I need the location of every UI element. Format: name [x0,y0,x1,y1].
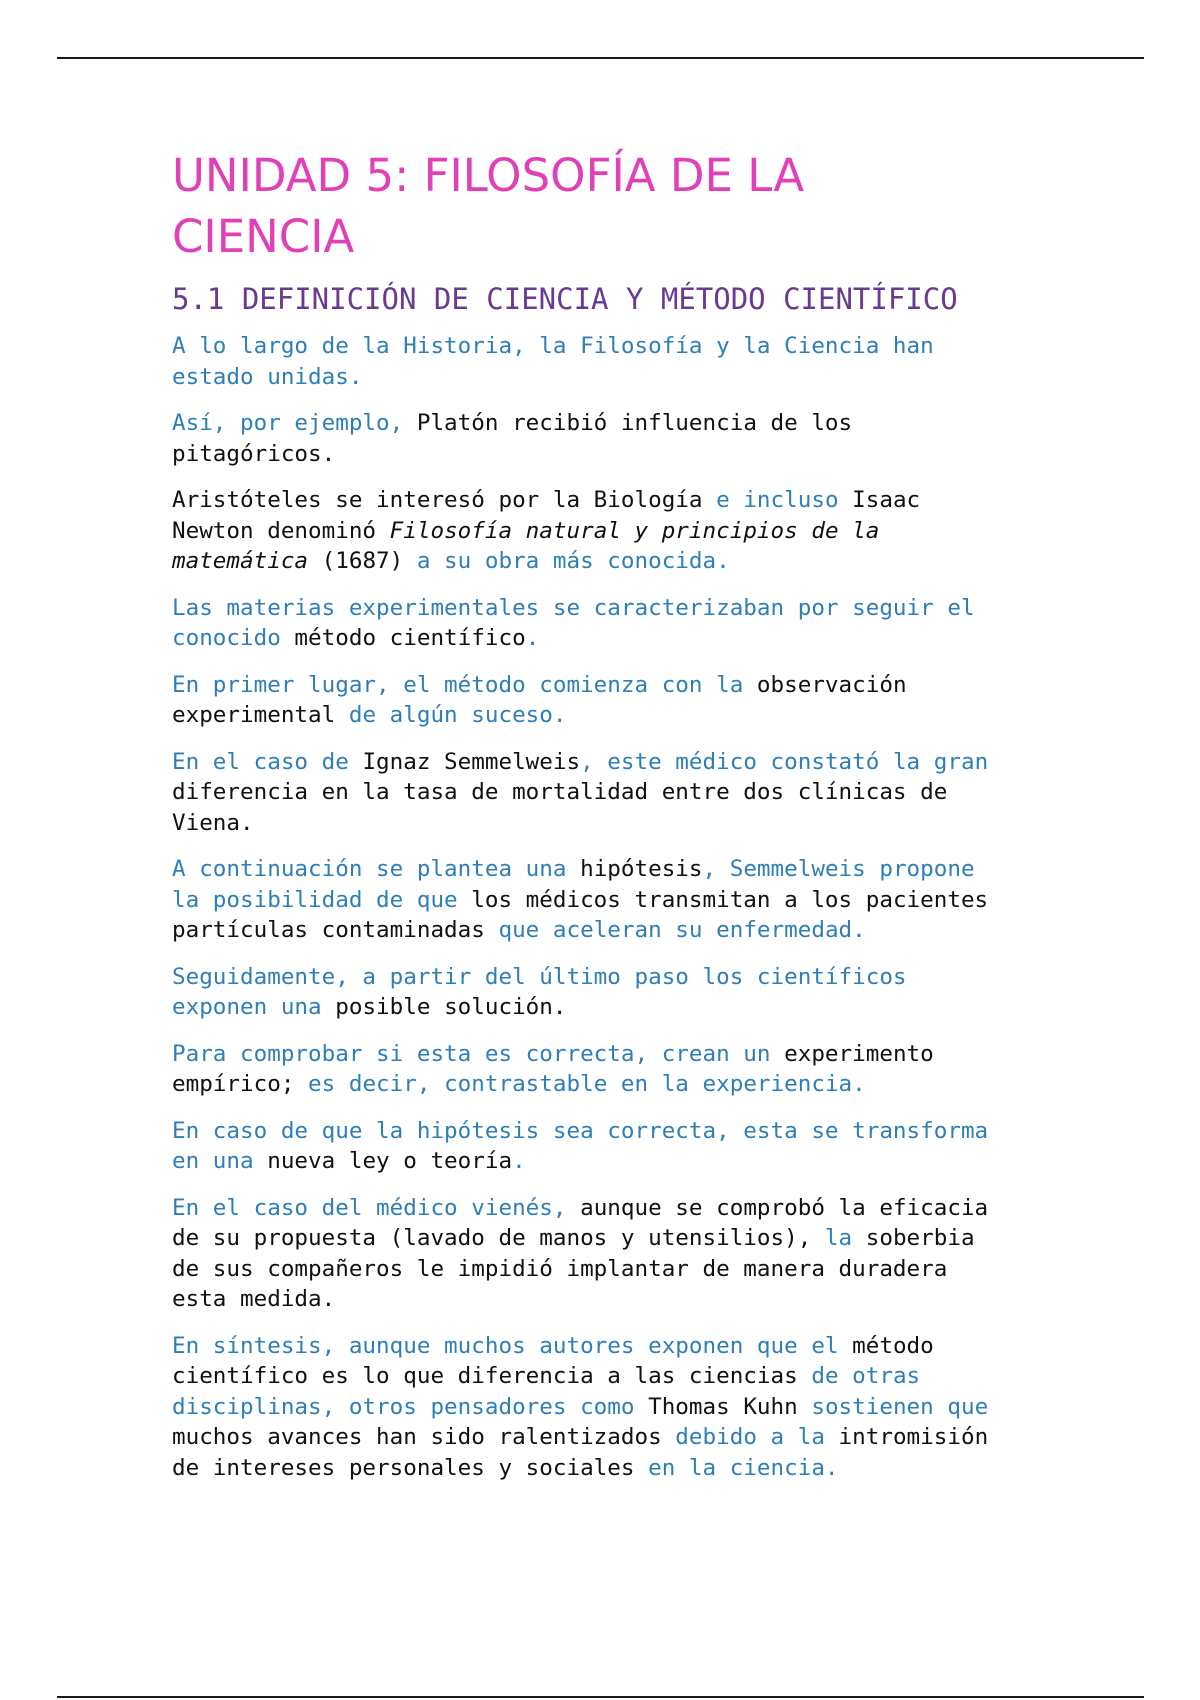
text-segment: nueva ley o teoría [253,1148,513,1174]
text-segment: experimento empírico; [172,1040,934,1097]
text-segment: Así, por ejemplo, [172,410,404,436]
text-segment: Las materias experimentales se caracterizaban por seguir el conocido [172,594,975,651]
text-segment: a su obra más conocida. [403,548,730,574]
text-segment: que aceleran su enfermedad. [484,917,866,943]
paragraph [172,408,1072,469]
text-segment: los médicos transmitan a los pacientes partículas contaminadas [172,886,989,943]
text-segment: Aristóteles se interesó por la Biología [172,487,703,513]
text-segment: diferencia en la tasa de mortalidad entre dos clínicas de Viena. [172,779,948,836]
section-heading: 5.1 DEFINICIÓN DE CIENCIA Y MÉTODO CIENTÍFICO [172,282,958,316]
paragraph [172,854,1072,946]
text-segment: soberbia de sus compañeros le impidió implantar de manera duradera esta medida. [172,1225,975,1312]
paragraph [172,1116,1072,1177]
paragraph-list [172,331,1072,1483]
text-segment: Ignaz Semmelweis [348,748,581,775]
text-segment: método científico es lo que diferencia a las ciencias [172,1332,934,1389]
text-segment: (1687) [308,548,404,574]
text-segment: Para comprobar si esta es correcta, crean un [172,1040,771,1067]
paragraph [172,331,1072,392]
text-segment: muchos avances han sido ralentizados [172,1424,662,1450]
document-body [172,145,1072,1499]
top-rule [57,57,1144,59]
paragraph [172,1193,1072,1315]
text-segment: debido a la [661,1424,825,1450]
paragraph [172,593,1072,654]
italic-text-segment: Filosofía natural y principios de la matemática [172,517,880,574]
text-segment: , este médico constató la gran [580,748,989,775]
text-segment: . [512,1148,526,1174]
text-segment: Platón recibió influencia de los pitagóricos. [172,410,853,467]
text-segment: de algún suceso. [335,702,567,728]
text-segment: e incluso [702,487,839,513]
text-segment: En el caso de [172,748,349,775]
text-segment: En el caso del médico vienés, [172,1194,567,1221]
text-segment: . [525,625,540,651]
paragraph [172,670,1072,731]
text-segment: de otras disciplinas, otros pensadores como [172,1363,921,1420]
text-segment: Thomas Kuhn [634,1393,798,1420]
text-segment: intromisión de intereses personales y sociales [172,1424,989,1481]
text-segment: A lo largo de la Historia, la Filosofía y la Ciencia han estado unidas. [172,333,934,390]
text-segment: es decir, contrastable en la experiencia. [294,1071,866,1097]
text-segment: en la ciencia. [634,1454,839,1481]
text-segment: En primer lugar, el método comienza con la [172,671,744,698]
text-segment: , Semmelweis propone la posibilidad de que [172,856,975,913]
paragraph [172,1039,1072,1100]
text-segment: observación experimental [172,671,907,728]
text-segment: Isaac Newton denominó [172,487,921,544]
text-segment: En caso de que la hipótesis sea correcta, esta se transforma en una [172,1117,989,1174]
page-title: UNIDAD 5: FILOSOFÍA DE LA CIENCIA [172,149,805,263]
paragraph [172,747,1072,839]
text-segment: aunque se comprobó la eficacia de su propuesta (lavado de manos y utensilios), [172,1194,989,1251]
text-segment: Seguidamente, a partir del último paso los científicos exponen una [172,963,907,1020]
paragraph [172,962,1072,1023]
paragraph [172,485,1072,577]
text-segment: En síntesis, aunque muchos autores exponen que el [172,1332,839,1359]
paragraph [172,1331,1072,1484]
text-segment: A continuación se plantea una [172,856,567,882]
text-segment: hipótesis [566,856,703,882]
text-segment: sostienen que [797,1393,989,1420]
text-segment: método científico [280,625,526,651]
text-segment: la [811,1225,853,1251]
text-segment: posible solución. [321,994,567,1020]
bottom-rule [57,1696,1144,1698]
